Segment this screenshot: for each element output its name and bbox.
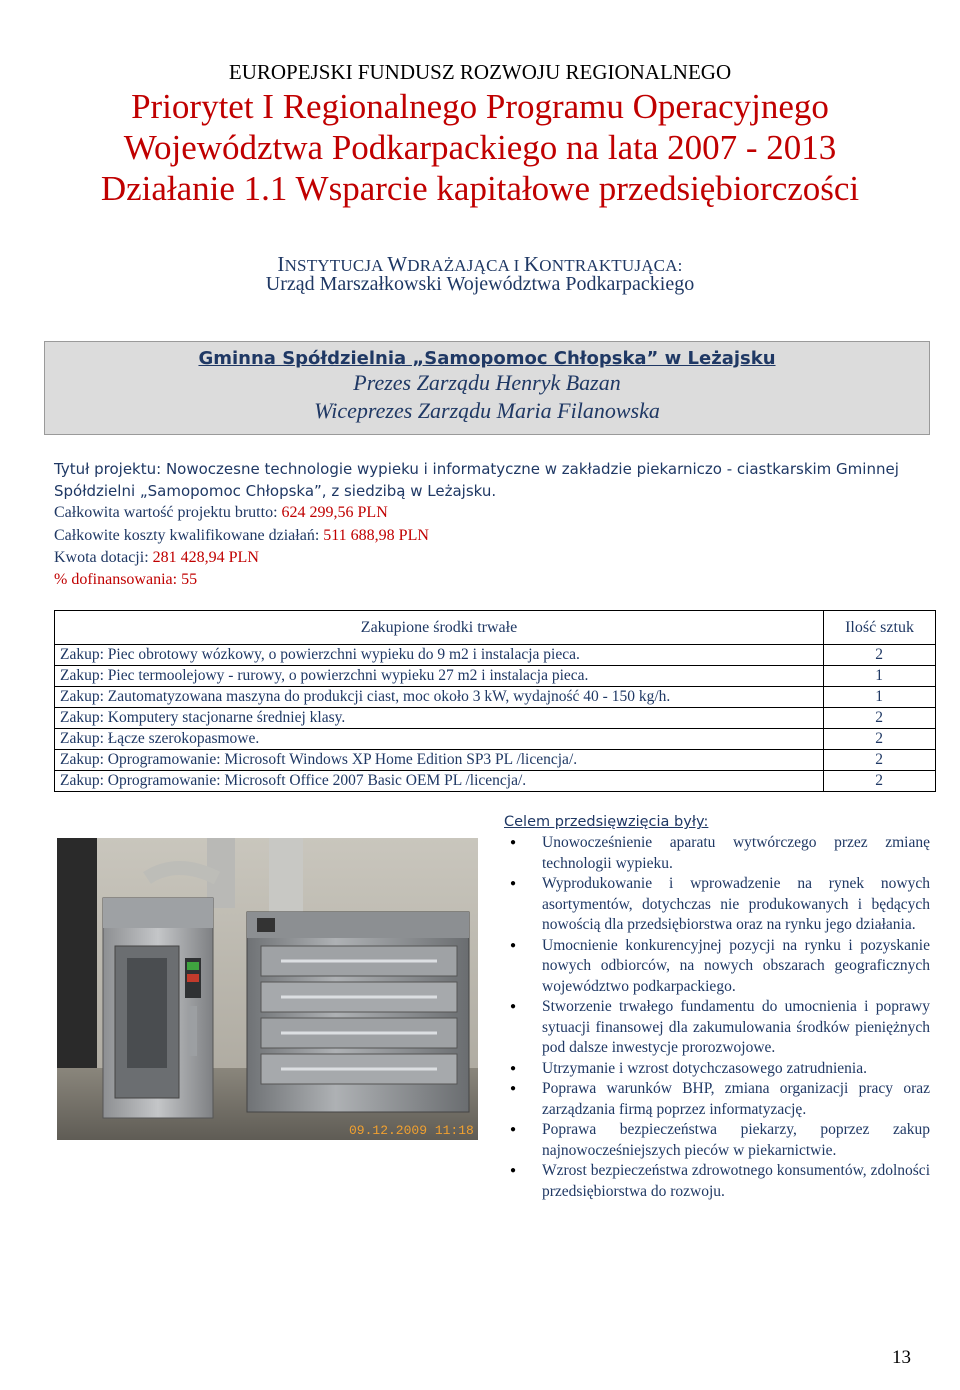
table-row <box>55 750 936 771</box>
list-item: ● Wzrost bezpieczeństwa zdrowotnego konsumentów, zdolności przedsiębiorstwa do rozwoju. <box>504 1161 930 1202</box>
asset-item: Zakup: Zautomatyzowana maszyna do produkcji ciast, moc około 3 kW, wydajność 40 - 150 kg/h. <box>55 687 824 708</box>
project-title: Tytuł projektu: Nowoczesne technologie wypieku i informatyczne w zakładzie piekarniczo - ciastkarskim Gminnej Spółdzielni „Samopomoc Chłopska”, z siedzibą w Leżajsku. <box>54 460 899 500</box>
project-cofinancing: % dofinansowania: 55 <box>54 571 198 588</box>
beneficiary-president: Prezes Zarządu Henryk Bazan <box>353 370 621 395</box>
table-row <box>55 771 936 792</box>
column-header-qty: Ilość sztuk <box>824 611 936 645</box>
asset-item: Zakup: Oprogramowanie: Microsoft Windows XP Home Edition SP3 PL /licencja/. <box>55 750 824 771</box>
programme-title-line2: Województwa Podkarpackiego na lata 2007 - 2013 <box>123 128 837 167</box>
asset-item: Zakup: Oprogramowanie: Microsoft Office 2007 Basic OEM PL /licencja/. <box>55 771 824 792</box>
table-row <box>55 729 936 750</box>
asset-item: Zakup: Komputery stacjonarne średniej klasy. <box>55 708 824 729</box>
beneficiary-box <box>44 341 930 435</box>
asset-qty: 2 <box>824 729 936 750</box>
list-item: ● Poprawa warunków BHP, zmiana organizacji pracy oraz zarządzania firmą poprzez informatyzację. <box>504 1079 930 1120</box>
measure-title: Działanie 1.1 Wsparcie kapitałowe przedsiębiorczości <box>100 169 860 208</box>
asset-qty: 1 <box>824 687 936 708</box>
column-header-item: Zakupione środki trwałe <box>55 611 824 645</box>
beneficiary-name: Gminna Spółdzielnia „Samopomoc Chłopska” w Leżajsku <box>198 348 776 369</box>
project-grant-amount: Kwota dotacji: 281 428,94 PLN <box>54 549 259 566</box>
project-eligible-costs: Całkowite koszty kwalifikowane działań: 511 688,98 PLN <box>54 527 429 544</box>
table-row <box>55 666 936 687</box>
asset-qty: 2 <box>824 750 936 771</box>
asset-qty: 1 <box>824 666 936 687</box>
asset-item: Zakup: Piec obrotowy wózkowy, o powierzchni wypieku do 9 m2 i instalacja pieca. <box>55 645 824 666</box>
fund-heading: EUROPEJSKI FUNDUSZ ROZWOJU REGIONALNEGO <box>228 60 732 84</box>
ovens-illustration <box>57 838 478 1140</box>
table-row <box>55 645 936 666</box>
asset-qty: 2 <box>824 771 936 792</box>
list-item: ● Wyprodukowanie i wprowadzenie na rynek nowych asortymentów, dotychczas nie produkowanych i będących nowością dla przedsiębiorstwa oraz na rynku jego działania. <box>504 874 930 936</box>
list-item: ● Utrzymanie i wzrost dotychczasowego zatrudnienia. <box>504 1059 930 1080</box>
asset-item: Zakup: Piec termoolejowy - rurowy, o powierzchni wypieku 27 m2 i instalacja pieca. <box>55 666 824 687</box>
bakery-ovens-photo <box>57 838 478 1140</box>
page-number: 13 <box>892 1347 911 1368</box>
asset-item: Zakup: Łącze szerokopasmowe. <box>55 729 824 750</box>
list-item: ● Poprawa bezpieczeństwa piekarzy, poprzez zakup najnowocześniejszych pieców w piekarnictwie. <box>504 1120 930 1161</box>
asset-qty: 2 <box>824 708 936 729</box>
institution-name: Urząd Marszałkowski Województwa Podkarpackiego <box>265 273 695 295</box>
photo-timestamp: 09.12.2009 11:18 <box>349 1123 474 1138</box>
project-total-value: Całkowita wartość projektu brutto: 624 299,56 PLN <box>54 504 388 521</box>
list-item: ● Unowocześnienie aparatu wytwórczego przez zmianę technologii wypieku. <box>504 833 930 874</box>
project-goals <box>504 814 930 1202</box>
list-item: ● Stworzenie trwałego fundamentu do umocnienia i poprawy sytuacji finansowej dla zakumulowania środków pieniężnych pod dalsze inwestycje prorozwojowe. <box>504 997 930 1059</box>
programme-title-line1: Priorytet I Regionalnego Programu Operacyjnego <box>131 87 829 126</box>
list-item: ● Umocnienie konkurencyjnej pozycji na rynku i pozyskanie nowych odbiorców, na nowych obszarach geograficznych województwo podkarpackiego. <box>504 936 930 998</box>
table-row <box>55 708 936 729</box>
table-row <box>55 687 936 708</box>
goals-list <box>504 833 930 1202</box>
institution-label: INSTYTUCJA WDRAŻAJĄCA I KONTRAKTUJĄCA: <box>277 252 683 276</box>
table-header-row <box>55 611 936 645</box>
goals-title: Celem przedsięwzięcia były: <box>504 814 709 830</box>
assets-table <box>54 610 936 792</box>
beneficiary-vice-president: Wiceprezes Zarządu Maria Filanowska <box>314 398 660 423</box>
asset-qty: 2 <box>824 645 936 666</box>
